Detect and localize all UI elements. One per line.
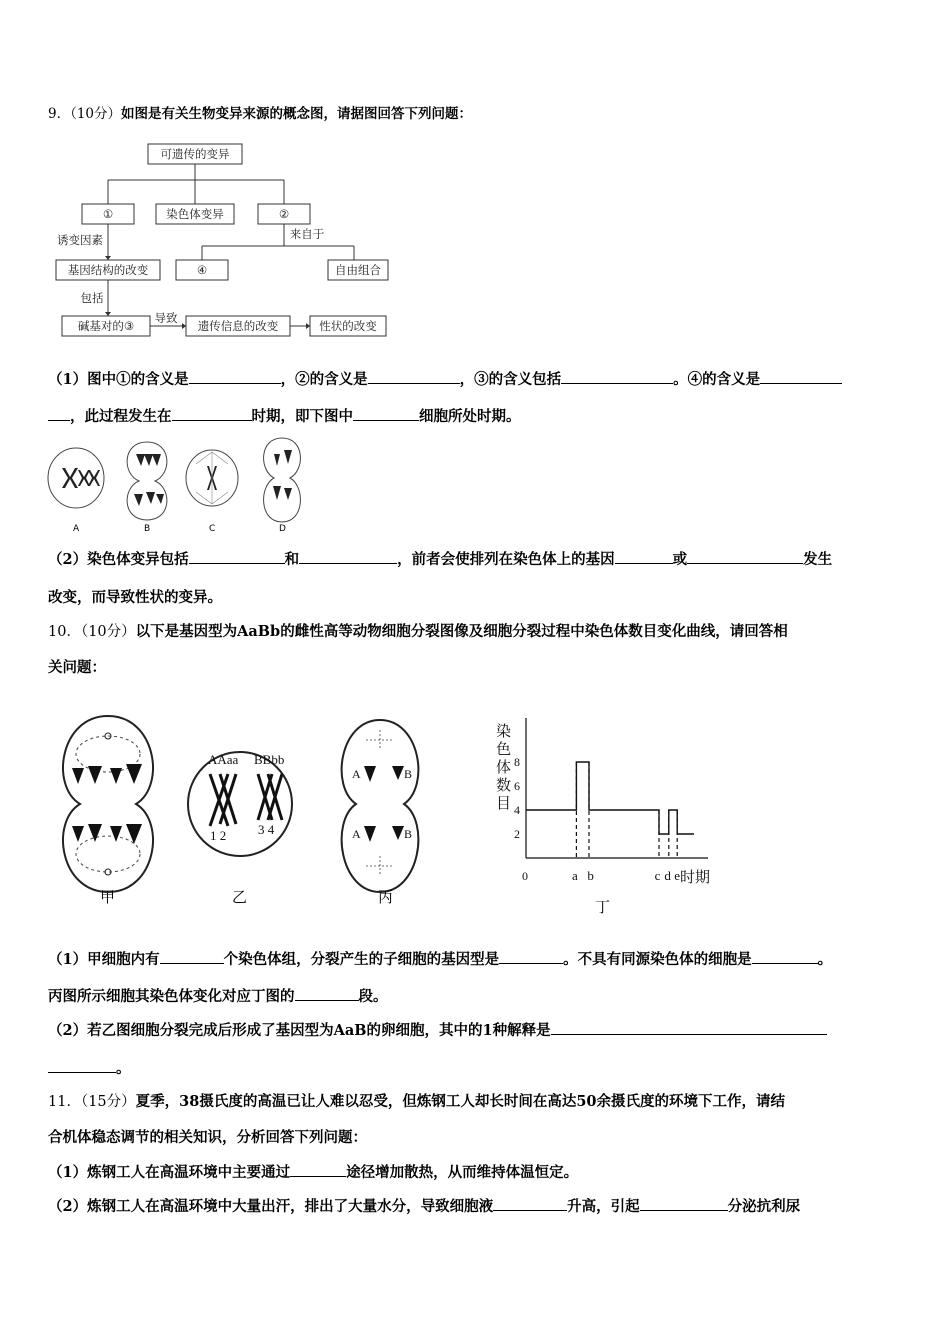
blank[interactable]	[48, 406, 70, 421]
blank[interactable]	[615, 549, 673, 564]
yi-nums-12: 1 2	[210, 828, 227, 843]
fig-label-jia: 甲	[100, 888, 116, 906]
concept-map	[48, 138, 408, 348]
map-from: 来自于	[289, 227, 325, 241]
blank[interactable]	[687, 549, 803, 564]
bing-gene-b1: B	[404, 767, 413, 781]
blank[interactable]	[172, 406, 252, 421]
blank[interactable]	[493, 1196, 567, 1211]
map-free: 自由组合	[335, 263, 381, 277]
q11-stem-line1: 11．（15分）夏季，38摄氏度的高温已让人难以忍受，但炼钢工人却长时间在高达50余摄氏度的环境下工作，请结	[48, 1093, 786, 1110]
x-mark-label: e	[674, 868, 680, 883]
blank[interactable]	[368, 369, 460, 384]
x-mark-label: a	[572, 868, 578, 883]
map-n1: ①	[102, 207, 114, 221]
y-tick-label: 4	[514, 803, 520, 817]
bing-gene-a2: A	[352, 827, 361, 841]
yi-nums-34: 3 4	[258, 822, 275, 837]
q10-stem-line2: 关问题：	[48, 659, 106, 676]
q10-stem-line1: 10．（10分）以下是基因型为AaBb的雌性高等动物细胞分裂图像及细胞分裂过程中染色体数目变化曲线，请回答相	[48, 623, 788, 640]
map-n4: ④	[196, 263, 208, 277]
chromosome-number-chart	[490, 712, 730, 922]
q9-p2-line1: （2）染色体变异包括 和 ，前者会使排列在染色体上的基因 或 发生	[48, 551, 833, 568]
blank[interactable]	[353, 406, 419, 421]
q10-p2-line1: （2）若乙图细胞分裂完成后形成了基因型为AaB的卵细胞，其中的1种解释是	[48, 1020, 827, 1041]
q9-p1-line2: ，此过程发生在 时期，即下图中 细胞所处时期。	[48, 406, 521, 427]
blank[interactable]	[499, 949, 563, 964]
cell-label-b: B	[144, 524, 151, 534]
map-info: 遗传信息的改变	[197, 319, 279, 333]
q9-stem: 9．（10分）如图是有关生物变异来源的概念图，请据图回答下列问题：	[48, 106, 473, 122]
y-tick-label: 6	[514, 779, 520, 793]
bing-gene-a1: A	[352, 767, 361, 781]
x-mark-label: b	[587, 868, 594, 883]
blank[interactable]	[160, 949, 224, 964]
map-chrom: 染色体变异	[166, 207, 224, 221]
map-trait: 性状的改变	[319, 319, 377, 333]
q11-p1: （1）炼钢工人在高温环境中主要通过 途径增加散热，从而维持体温恒定。	[48, 1164, 579, 1181]
y-tick-label: 0	[522, 869, 528, 883]
blank[interactable]	[299, 549, 397, 564]
blank[interactable]	[752, 949, 818, 964]
q9-p1-line1: （1）图中①的含义是 ，②的含义是 ，③的含义包括 。④的含义是	[48, 369, 842, 390]
map-n2: ②	[278, 207, 290, 221]
y-label-char: 体	[496, 758, 512, 776]
x-mark-label: d	[664, 868, 671, 883]
cell-label-c: C	[209, 524, 216, 534]
fig-label-ding: 丁	[595, 898, 611, 916]
cell-label-d: D	[279, 524, 286, 534]
blank[interactable]	[295, 986, 359, 1001]
fig-label-yi: 乙	[232, 888, 248, 906]
blank[interactable]	[551, 1020, 827, 1035]
y-label-char: 色	[496, 740, 512, 758]
q11-stem-line2: 合机体稳态调节的相关知识，分析回答下列问题：	[48, 1129, 367, 1146]
q10-p1-line1: （1）甲细胞内有 个染色体组，分裂产生的子细胞的基因型是 。不具有同源染色体的细胞是 。	[48, 951, 833, 968]
blank[interactable]	[561, 369, 673, 384]
map-root: 可遗传的变异	[160, 147, 230, 161]
cell-label-a: A	[73, 524, 80, 534]
cell-diagrams-abcd	[44, 436, 314, 536]
map-mutagen: 诱变因素	[57, 233, 103, 247]
blank[interactable]	[290, 1162, 346, 1177]
x-axis-label: 时期	[680, 868, 711, 886]
map-gene-struct: 基因结构的改变	[67, 263, 149, 277]
q11-p2: （2）炼钢工人在高温环境中大量出汗，排出了大量水分，导致细胞液 升高，引起 分泌抗利尿	[48, 1198, 801, 1215]
yi-genes-bb: BBbb	[254, 752, 285, 767]
q10-p2-line2: 。	[48, 1058, 131, 1079]
blank[interactable]	[189, 369, 281, 384]
blank[interactable]	[48, 1058, 116, 1073]
x-mark-label: c	[654, 868, 661, 883]
fig-label-bing: 丙	[378, 888, 394, 906]
blank[interactable]	[640, 1196, 728, 1211]
series-line	[526, 762, 694, 834]
map-base: 碱基对的③	[77, 319, 135, 333]
map-include: 包括	[80, 291, 104, 305]
yi-genes-aa: AAaa	[208, 752, 239, 767]
q10-p1-line2: 丙图所示细胞其染色体变化对应丁图的 段。	[48, 988, 388, 1005]
y-label-char: 目	[496, 794, 512, 812]
y-tick-label: 8	[514, 755, 520, 769]
blank[interactable]	[760, 369, 842, 384]
y-label-char: 染	[496, 722, 512, 740]
bing-gene-b2: B	[404, 827, 413, 841]
map-lead: 导致	[154, 311, 178, 325]
blank[interactable]	[189, 549, 285, 564]
q9-p2-line2: 改变，而导致性状的变异。	[48, 589, 222, 606]
y-tick-label: 2	[514, 827, 520, 841]
y-label-char: 数	[496, 776, 512, 794]
